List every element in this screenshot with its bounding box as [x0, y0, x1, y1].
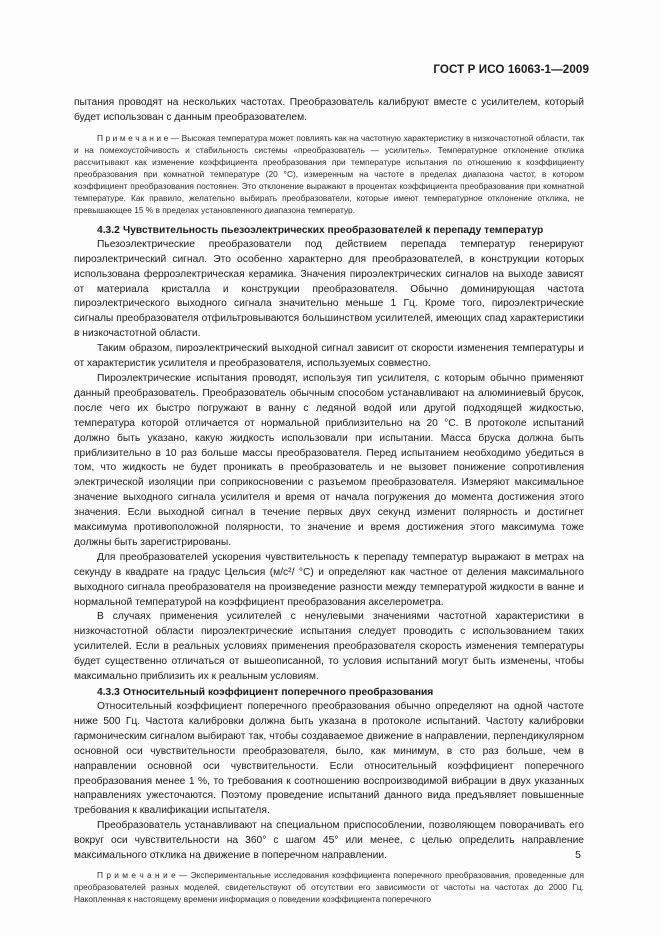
section-heading-4-3-2 [74, 223, 584, 238]
section-number: 4.3.3 [97, 687, 120, 698]
paragraph-intro: пытания проводят на нескольких частотах. Преобразователь калибруют вместе с усилителем, который будет использован с данным преобразователем. [74, 97, 584, 123]
paragraph-pyro-3: Пироэлектрические испытания проводят, используя тип усилителя, с которым обычно применяют данный преобразователь. Преобразователь обычным способом устанавливают на алюминиевый брусок, после чего их быстро погружают в ванну с ледяной водой или другой подходящей жидкостью, температура которой отличается от нормальной приблизительно на 20 °С. В протоколе испытаний должно быть указано, какую жидкость использовали при испытании. Масса бруска должна быть приблизительно в 10 раз больше массы преобразователя. Перед испытанием необходимо убедиться в том, что жидкость не будет проникать в преобразователь и не вызовет понижение сопротивления электрической изоляции при соприкосновении с разъемом преобразователя. Измеряют максимальное значение выходного сигнала усилителя и время от начала погружения до момента достижения этого значения. Если выходной сигнал в течение первых двух секунд изменит полярность и достигнет максимума противоположной полярности, то значение и время достижения этого максимума тоже должны быть зарегистрированы. [74, 372, 584, 548]
section-title: Чувствительность пьезоэлектрических преобразователей к перепаду температур [123, 224, 544, 236]
note-text: Экспериментальные исследования коэффициента поперечного преобразования, проведенные для преобразователей разных моделей, свидетельствуют об отсутствии его зависимости от частоты на частотах до 2000 Гц. Накопленная к настоящему времени информация о поведении коэффициента поперечного [74, 869, 584, 904]
section-title: Относительный коэффициент поперечного преобразования [123, 687, 434, 698]
page-number: 5 [575, 849, 581, 861]
section-number: 4.3.2 [97, 224, 120, 236]
paragraph-transverse-2: Преобразователь устанавливают на специальном приспособлении, позволяющем поворачивать его вокруг оси чувствительности на 360° с шагом 45° или менее, с целью определить направление максимального отклика на движение в поперечном направлении. [74, 820, 584, 862]
section-heading-4-3-3 [74, 685, 584, 700]
paragraph-pyro-5: В случаях применения усилителей с ненулевыми значениями частотной характеристики в низкочастотной области пироэлектрические испытания следует проводить с использованием таких усилителей. Если в реальных условиях применения преобразователя скорость изменения температуры будет существенно отличаться от вышеописанной, то условия испытаний могут быть изменены, чтобы максимально приблизить их к реальным условиям. [74, 611, 584, 683]
note-label: П р и м е ч а н и е — [97, 132, 180, 143]
paragraph-pyro-1: Пьезоэлектрические преобразователи под действием перепада температур генерируют пироэлектрический сигнал. Это особенно характерно для преобразователей, в конструкции которых использована ферроэлектрическая керамика. Значения пироэлектрических сигналов на выходе зависят от материала кристалла и конструкции преобразователя. Обычно доминирующая частота пироэлектрического выходного сигнала значительно меньше 1 Гц. Кроме того, пироэлектрические сигналы преобразователя отфильтровываются большинством усилителей, имеющих спад характеристики в низкочастотной области. [74, 238, 584, 340]
paragraph-pyro-4: Для преобразователей ускорения чувствительность к перепаду температур выражают в метрах на секунду в квадрате на градус Цельсия (м/с²/ °С) и определяют как частное от деления максимального выходного сигнала преобразователя на произведение разности между температурой жидкости в ванне и нормальной температурой на коэффициент преобразования акселерометра. [74, 551, 584, 608]
page-body [74, 96, 584, 905]
note-text: Высокая температура может повлиять как на частотную характеристику в низкочастотной области, так и на помехоустойчивость и стабильность системы «преобразователь — усилитель». Температурное отклонение отклика рассчитывают как изменение коэффициента преобразования при температуре испытания по отношению к коэффициенту преобразования при комнатной температуре (20 °С), измеренным на частоте в пределах диапазона частот, в котором коэффициент преобразования постоянен. Это отклонение выражают в процентах коэффициента преобразования при комнатной температуре. Как правило, желательно выбирать преобразователи, которые имеют температурное отклонение отклика, не превышающее 15 % в пределах установленного диапазона температур. [74, 132, 584, 215]
paragraph-pyro-2: Таким образом, пироэлектрический выходной сигнал зависит от скорости изменения температуры и от характеристик усилителя и преобразователя, используемых совместно. [74, 343, 584, 370]
document-id-header: ГОСТ Р ИСО 16063-1—2009 [433, 63, 589, 76]
note-temperature [74, 132, 584, 216]
note-label: П р и м е ч а н и е — [97, 869, 188, 880]
paragraph-transverse-1: Относительный коэффициент поперечного преобразования обычно определяют на одной частоте ниже 500 Гц. Частота калибровки должна быть указана в протоколе испытаний. Частоту калибровки гармоническим сигналом выбирают так, чтобы создаваемое движение в направлении, перпендикулярном основной оси чувствительности преобразователя, было, как минимум, в сто раз больше, чем в направлении основной оси чувствительности. Если относительный коэффициент поперечного преобразования менее 1 %, то требования к соотношению воспроизводимой вибрации в двух указанных направлениях ужесточаются. Поэтому проведение испытаний данного вида предъявляет повышенные требования к квалификации испытателя. [74, 701, 584, 817]
note-transverse [74, 869, 584, 905]
